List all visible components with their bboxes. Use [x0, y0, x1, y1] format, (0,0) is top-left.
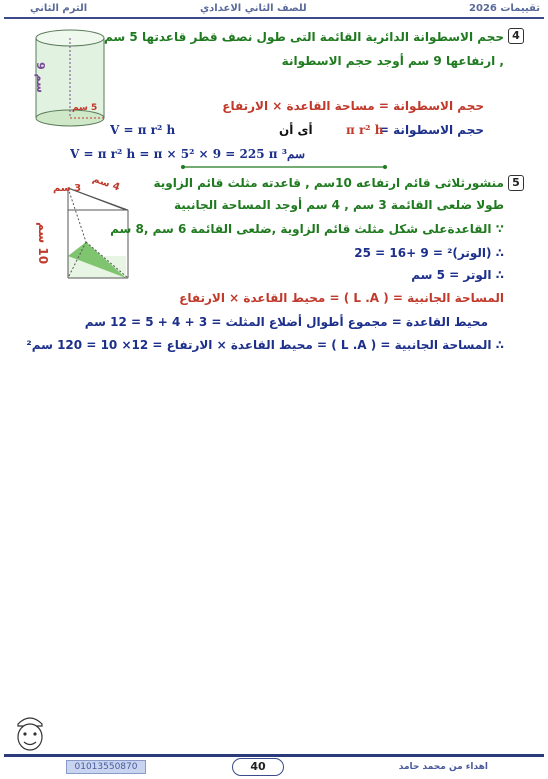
footer-phone: 01013550870 — [66, 760, 146, 774]
q5-hypotenuse-squared: ∴ (الوتر)² = 9 +16 = 25 — [354, 246, 504, 260]
header-center-title: للصف الثاني الاعدادي — [200, 3, 307, 14]
header-right-title: تقييمات 2026 — [469, 3, 540, 14]
q5-lateral-law: المساحة الجانبية = ( L .A ) = محيط القاعدة × الارتفاع — [179, 291, 504, 305]
q4-law2-or: أى أن — [279, 123, 313, 137]
prism-side2-label: 4 سم — [90, 173, 122, 194]
header-divider — [4, 17, 544, 19]
prism-height-label: 10 سم — [36, 222, 50, 265]
q4-calculation: V = π r² h = π × 5² × 9 = 225 π سم³ — [70, 147, 306, 161]
question-5-number: 5 — [508, 175, 524, 191]
q4-law2-formula: π r² h — [346, 123, 384, 137]
footer-divider — [4, 754, 544, 757]
teacher-avatar-icon — [12, 712, 48, 754]
cylinder-radius-label: 5 سم — [72, 103, 98, 113]
cylinder-height-label: 9 سم — [34, 62, 47, 93]
q4-separator-arrow — [180, 164, 390, 170]
q5-line1: منشورثلاثى قائم ارتفاعه 10سم , قاعدته مثلث قائم الزاوية — [153, 176, 504, 190]
header-left-title: الترم الثاني — [30, 3, 88, 14]
q5-hypotenuse: ∴ الوتر = 5 سم — [411, 268, 504, 282]
question-4-number: 4 — [508, 28, 524, 44]
q5-perimeter: محيط القاعدة = مجموع أطوال أضلاع المثلث = 3 + 4 + 5 = 12 سم — [84, 315, 488, 329]
q4-law: حجم الاسطوانة = مساحة القاعدة × الارتفاع — [222, 99, 484, 113]
q4-law2-label: حجم الاسطوانة = — [378, 123, 484, 137]
q4-line2: , ارتفاعها 9 سم أوجد حجم الاسطوانة — [281, 54, 504, 68]
q4-law2-left: V = π r² h — [110, 123, 176, 137]
q5-line2: طولا ضلعى القائمة 3 سم , 4 سم أوجد المساحة الجانبية — [173, 198, 504, 212]
footer-page-number: 40 — [232, 758, 284, 776]
q5-result: ∴ المساحة الجانبية = ( L .A ) = محيط القاعدة × الارتفاع = 12× 10 = 120 سم² — [26, 338, 504, 352]
prism-side1-label: 3 سم — [53, 183, 82, 194]
q5-since: ∵ القاعدةعلى شكل مثلث قائم الزاوية ,ضلعى القائمة 6 سم ,8 سم — [110, 222, 504, 236]
q4-line1: حجم الاسطوانة الدائرية القائمة التى طول نصف قطر قاعدتها 5 سم — [104, 30, 504, 44]
footer-dedication: اهداء من محمد حامد — [398, 762, 488, 772]
